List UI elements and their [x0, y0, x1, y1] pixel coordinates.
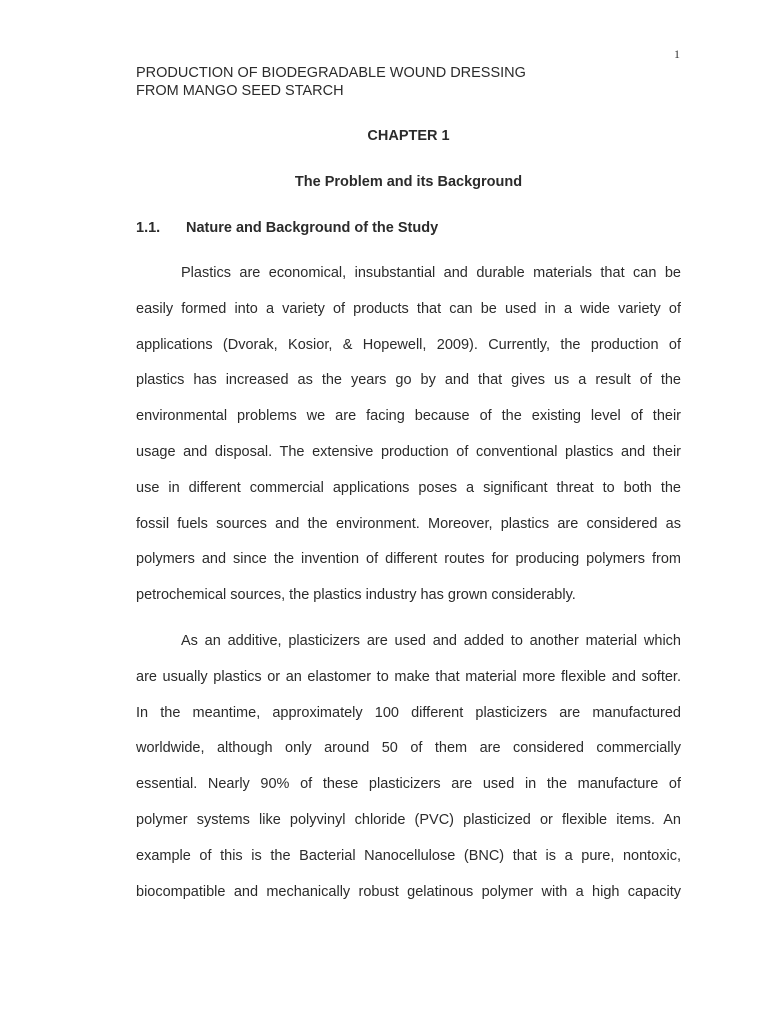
paragraph-line: plastics has increased as the years go by and that gives us a result of the	[136, 372, 681, 389]
document-title	[136, 64, 681, 100]
paragraph-line: usage and disposal. The extensive production of conventional plastics and their	[136, 443, 681, 460]
paragraph-line: polymers and since the invention of different routes for producing polymers from	[136, 551, 681, 568]
page-number: 1	[674, 47, 680, 61]
paragraph-line: Plastics are economical, insubstantial and durable materials that can be	[181, 265, 681, 281]
document-title-line-2: FROM MANGO SEED STARCH	[136, 83, 344, 99]
paragraph-line: biocompatible and mechanically robust gelatinous polymer with a high capacity	[136, 883, 681, 900]
paragraph-line: are usually plastics or an elastomer to make that material more flexible and softer.	[136, 668, 681, 685]
paragraph-1	[136, 256, 681, 614]
paragraph-line: environmental problems we are facing because of the existing level of their	[136, 408, 681, 425]
chapter-subtitle: The Problem and its Background	[294, 174, 523, 190]
chapter-heading: CHAPTER 1	[367, 128, 450, 144]
paragraph-line: applications (Dvorak, Kosior, & Hopewell, 2009). Currently, the production of	[136, 336, 681, 353]
document-title-line-1: PRODUCTION OF BIODEGRADABLE WOUND DRESSING	[136, 65, 526, 81]
paragraph-line: use in different commercial applications poses a significant threat to both the	[136, 479, 681, 496]
section-heading	[136, 220, 681, 236]
paragraph-line: easily formed into a variety of products that can be used in a wide variety of	[136, 300, 681, 317]
paragraph-line: fossil fuels sources and the environment. Moreover, plastics are considered as	[136, 515, 681, 532]
section-title: Nature and Background of the Study	[186, 220, 439, 236]
paragraph-line: As an additive, plasticizers are used and added to another material which	[181, 633, 681, 649]
paragraph-line: polymer systems like polyvinyl chloride (PVC) plasticized or flexible items. An	[136, 811, 681, 828]
paragraph-line: In the meantime, approximately 100 different plasticizers are manufactured	[136, 704, 681, 721]
paragraph-line: essential. Nearly 90% of these plasticizers are used in the manufacture of	[136, 776, 681, 793]
paragraph-2	[136, 624, 681, 910]
paragraph-line: example of this is the Bacterial Nanocellulose (BNC) that is a pure, nontoxic,	[136, 847, 681, 864]
paragraph-line: petrochemical sources, the plastics industry has grown considerably.	[136, 587, 576, 604]
section-number: 1.1.	[136, 220, 161, 236]
paragraph-line: worldwide, although only around 50 of them are considered commercially	[136, 740, 681, 757]
